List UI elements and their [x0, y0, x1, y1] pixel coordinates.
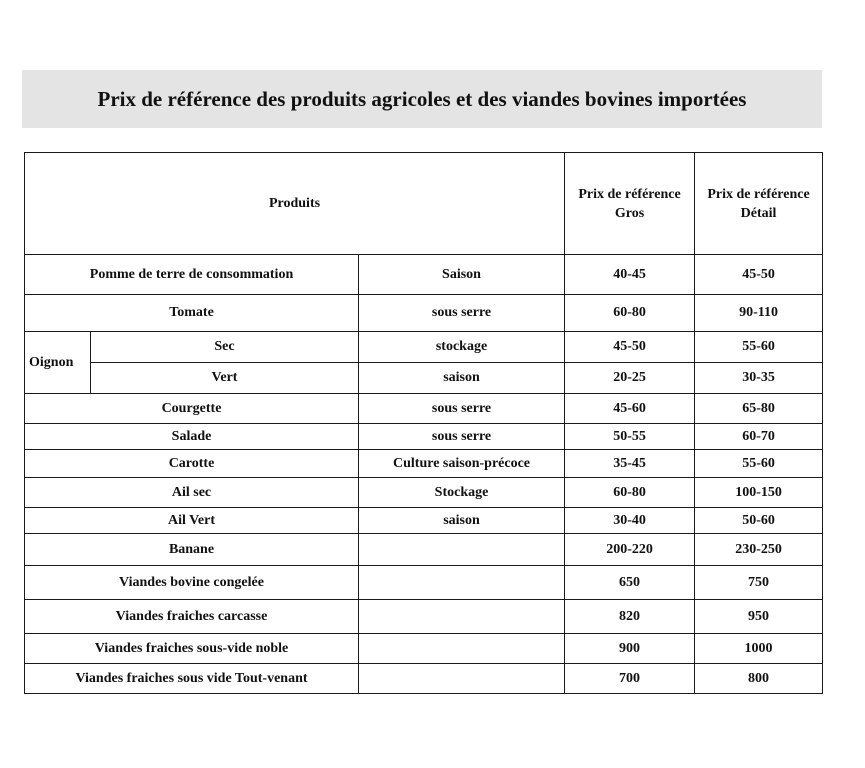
product-type: Culture saison-précoce [359, 450, 565, 478]
price-detail: 1000 [695, 634, 823, 664]
price-detail: 90-110 [695, 295, 823, 332]
price-gros: 60-80 [565, 478, 695, 508]
price-gros: 60-80 [565, 295, 695, 332]
product-name: Courgette [25, 394, 359, 424]
table-row [25, 508, 823, 534]
product-name: Salade [25, 424, 359, 450]
price-gros: 820 [565, 600, 695, 634]
price-gros: 200-220 [565, 534, 695, 566]
price-gros: 900 [565, 634, 695, 664]
product-type: Saison [359, 255, 565, 295]
header-gros [565, 153, 695, 255]
product-name: Vert [91, 363, 359, 394]
product-type: sous serre [359, 424, 565, 450]
header-gros-line1: Prix de référence [578, 186, 681, 202]
table-row [25, 664, 823, 694]
table-header-row [25, 153, 823, 255]
price-detail: 800 [695, 664, 823, 694]
product-name: Pomme de terre de consommation [25, 255, 359, 295]
price-detail: 230-250 [695, 534, 823, 566]
product-name: Viandes fraiches sous-vide noble [25, 634, 359, 664]
header-detail [695, 153, 823, 255]
price-gros: 45-60 [565, 394, 695, 424]
document-title: Prix de référence des produits agricoles et des viandes bovines importées [97, 86, 747, 111]
product-type: Stockage [359, 478, 565, 508]
product-type [359, 534, 565, 566]
product-type [359, 664, 565, 694]
product-name: Banane [25, 534, 359, 566]
product-group-oignon: Oignon [25, 332, 91, 394]
product-name: Viandes bovine congelée [25, 566, 359, 600]
table-row [25, 394, 823, 424]
table-row [25, 566, 823, 600]
table-row [25, 255, 823, 295]
product-name: Viandes fraiches carcasse [25, 600, 359, 634]
price-detail: 65-80 [695, 394, 823, 424]
table-row [25, 478, 823, 508]
price-detail: 30-35 [695, 363, 823, 394]
product-name: Sec [91, 332, 359, 363]
price-detail: 55-60 [695, 332, 823, 363]
product-type: stockage [359, 332, 565, 363]
table-row [25, 600, 823, 634]
table-row [25, 534, 823, 566]
price-detail: 950 [695, 600, 823, 634]
price-detail: 100-150 [695, 478, 823, 508]
price-gros: 650 [565, 566, 695, 600]
price-detail: 55-60 [695, 450, 823, 478]
product-type: sous serre [359, 394, 565, 424]
header-detail-line2: Détail [740, 205, 777, 221]
table-row [25, 295, 823, 332]
price-gros: 45-50 [565, 332, 695, 363]
table-row [25, 332, 823, 363]
product-name: Tomate [25, 295, 359, 332]
table-row [25, 450, 823, 478]
header-produits: Produits [25, 153, 565, 255]
product-name: Carotte [25, 450, 359, 478]
header-gros-line2: Gros [614, 205, 645, 221]
table-row [25, 424, 823, 450]
table-row [25, 363, 823, 394]
header-detail-line1: Prix de référence [707, 186, 810, 202]
product-type: saison [359, 363, 565, 394]
product-type [359, 566, 565, 600]
product-type [359, 634, 565, 664]
price-gros: 20-25 [565, 363, 695, 394]
price-gros: 35-45 [565, 450, 695, 478]
product-type: sous serre [359, 295, 565, 332]
product-type: saison [359, 508, 565, 534]
product-name: Viandes fraiches sous vide Tout-venant [25, 664, 359, 694]
price-table [24, 152, 823, 694]
price-detail: 50-60 [695, 508, 823, 534]
price-gros: 40-45 [565, 255, 695, 295]
product-type [359, 600, 565, 634]
price-detail: 60-70 [695, 424, 823, 450]
price-detail: 45-50 [695, 255, 823, 295]
product-name: Ail Vert [25, 508, 359, 534]
table-row [25, 634, 823, 664]
product-name: Ail sec [25, 478, 359, 508]
price-gros: 30-40 [565, 508, 695, 534]
title-banner [22, 70, 822, 128]
price-gros: 700 [565, 664, 695, 694]
price-gros: 50-55 [565, 424, 695, 450]
price-detail: 750 [695, 566, 823, 600]
